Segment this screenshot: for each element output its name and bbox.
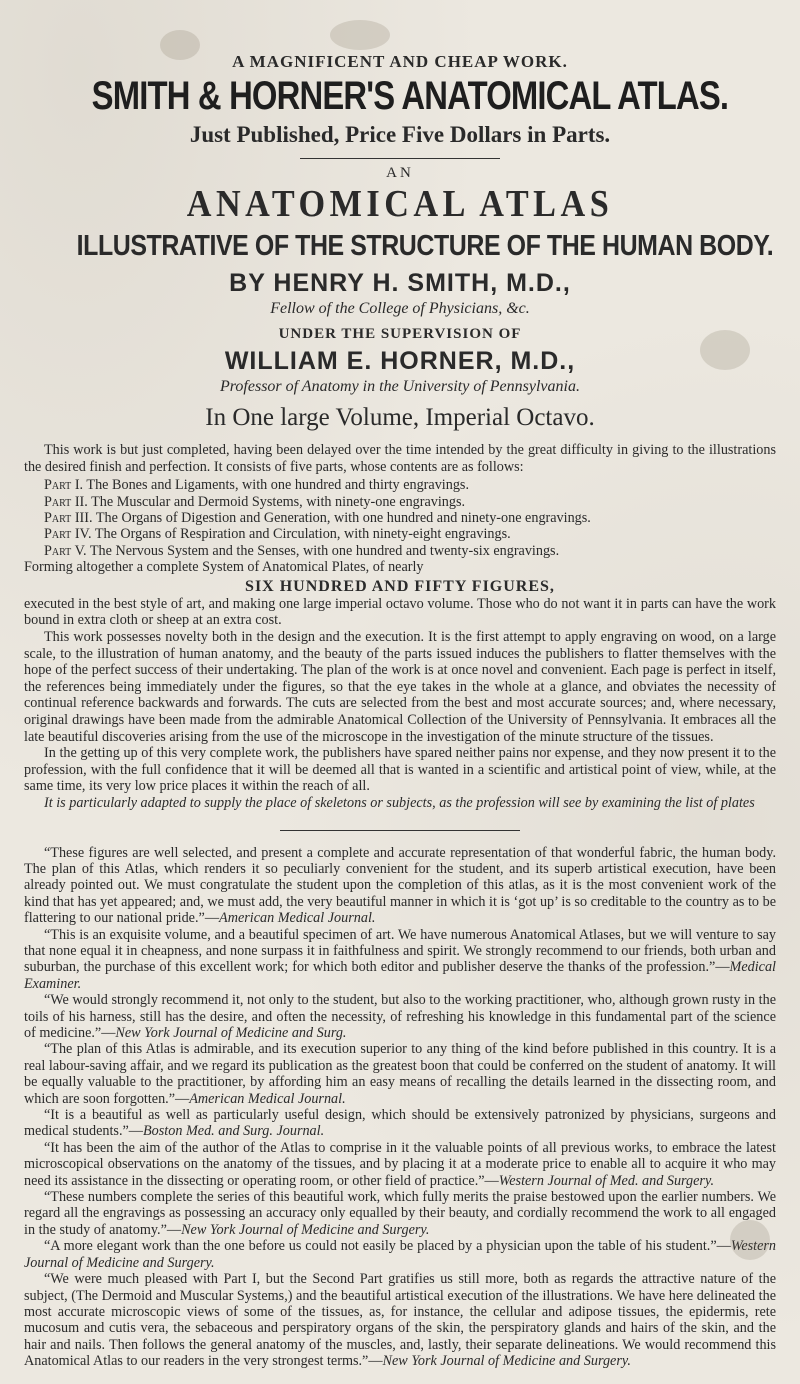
- figures-count-line: SIX HUNDRED AND FIFTY FIGURES,: [245, 577, 555, 595]
- price-line: Just Published, Price Five Dollars in Parts.: [189, 122, 611, 147]
- review-item: [24, 1140, 776, 1189]
- review-source: New York Journal of Medicine and Surgery.: [181, 1221, 430, 1238]
- book-subtitle: ILLUSTRATIVE OF THE STRUCTURE OF THE HUMAN BODY.: [76, 230, 774, 262]
- part-text: The Muscular and Dermoid Systems, with ninety-one engravings.: [91, 493, 466, 510]
- author-two: WILLIAM E. HORNER, M.D.,: [224, 347, 576, 375]
- review-quote: “A more elegant work than the one before us could not easily be placed by a physician upon the table of his student.”—: [44, 1238, 731, 1255]
- paper-stain: [160, 30, 200, 60]
- part-label: Part I.: [44, 477, 84, 494]
- review-quote: “These figures are well selected, and present a complete and accurate representation of that wonderful fabric, the human body. The plan of this Atlas, which renders it so peculiarly convenient for the student, and its superb artistical execution, have been already pointed out. We must congratulate the student upon the completion of this atlas, as it is the most convenient work of the kind that has yet appeared; and, we must add, the very beautiful manner in which it is ‘got up’ is so creditable to the country as to be flattering to our national pride.”—: [24, 844, 776, 927]
- review-quote: “These numbers complete the series of this beautiful work, which fully merits the praise bestowed upon the earlier numbers. We regard all the engravings as possessing an accuracy only equalled by their beauty, and cordially recommend the work to all engaged in the study of anatomy.”—: [24, 1189, 776, 1238]
- review-item: [24, 1271, 776, 1369]
- kicker-line: A MAGNIFICENT AND CHEAP WORK.: [232, 52, 568, 71]
- parts-list: [24, 477, 776, 559]
- part-item: [44, 477, 776, 493]
- author-one: BY HENRY H. SMITH, M.D.,: [229, 269, 571, 297]
- review-item: [24, 992, 776, 1041]
- supervision-line: UNDER THE SUPERVISION OF: [278, 326, 522, 342]
- part-label: Part II.: [44, 493, 88, 510]
- intro-paragraph: This work is but just completed, having been delayed over the time intended by the great difficulty in giving to the illustrations the desired finish and perfection. It consists of five parts, whose contents are as follows:: [24, 442, 776, 475]
- review-item: [24, 1238, 776, 1271]
- book-title: ANATOMICAL ATLAS: [186, 183, 614, 225]
- paper-stain: [730, 1220, 770, 1260]
- review-quote: “It is a beautiful as well as particularly useful design, which should be extensively patronized by physicians, surgeons and medical students.”—: [24, 1107, 776, 1140]
- part-text: The Organs of Respiration and Circulation, with ninety-eight engravings.: [94, 526, 511, 543]
- review-item: [24, 1107, 776, 1140]
- executed-paragraph: executed in the best style of art, and making one large imperial octavo volume. Those who do not want it in parts can have the work bound in extra cloth or sheep at an extra cost.: [24, 595, 776, 629]
- review-quote: “We would strongly recommend it, not only to the student, but also to the working practitioner, who, although grown rusty in the toils of his harness, still has the desire, and often the necessity, of refreshing his knowledge in this fundamental part of the science of medicine.”—: [24, 992, 776, 1041]
- article-word: AN: [386, 165, 414, 181]
- review-source: Medical Examiner.: [24, 959, 776, 992]
- review-quote: “This is an exquisite volume, and a beautiful specimen of art. We have numerous Anatomical Atlases, but we will venture to say that none equal it in cheapness, and none surpass it in faithfulness and spirit. We strongly recommend to our friends, both urban and suburban, the purchase of this excellent work; for which both editor and publisher deserve the thanks of the profession.”—: [24, 926, 776, 976]
- part-text: The Bones and Ligaments, with one hundred and thirty engravings.: [86, 477, 469, 494]
- review-item: [24, 1041, 776, 1107]
- review-item: [24, 845, 776, 927]
- part-text: The Nervous System and the Senses, with one hundred and twenty-six engravings.: [89, 542, 560, 559]
- author-two-title: Professor of Anatomy in the University of Pennsylvania.: [220, 378, 580, 395]
- adapted-paragraph: It is particularly adapted to supply the place of skeletons or subjects, as the profession will see by examining the list of plates: [44, 794, 755, 811]
- reviews-section: [24, 845, 776, 1370]
- review-quote: “It has been the aim of the author of the Atlas to comprise in it the valuable points of all previous works, to embrace the latest microscopical observations on the anatomy of the tissues, and by placing it at a moderate price to enable all to acquire it who may need its assistance in the dissecting or operating room, or other field of practice.”—: [24, 1139, 776, 1189]
- part-text: The Organs of Digestion and Generation, with one hundred and ninety-one engravings.: [95, 510, 591, 526]
- review-quote: “The plan of this Atlas is admirable, and its execution superior to any thing of the kind before published in this country. It is a real labour-saving affair, and we regard its publication as the greatest boon that could be conferred on the student of anatomy. It will be equally valuable to the practitioner, by affording him an easy means of recalling the details learned in the dissecting room, and which are soon forgotten.”—: [24, 1041, 776, 1107]
- review-source: New York Journal of Medicine and Surgery.: [382, 1353, 631, 1370]
- part-item: [44, 543, 776, 559]
- review-quote: “We were much pleased with Part I, but the Second Part gratifies us still more, both as regards the attractive nature of the subject, (The Dermoid and Muscular Systems,) and the beautiful artistical execution of the illustrations. We have here delineated the most accurate microscopic views of some of the tissues, as, for instance, the cellular and adipose tissues, the epidermis, rete mucosum and cutis vera, the sebaceous and perspiratory organs of the skin, the perspiratory glands and hairs of the skin, and the hair and nails. Then follows the general anatomy of the muscles, and, lastly, their separate delineations. We would recommend this Anatomical Atlas to our readers in the very strongest terms.”—: [24, 1271, 776, 1370]
- publishers-paragraph: In the getting up of this very complete work, the publishers have spared neither pains nor expense, and they now present it to the profession, with the full confidence that it will be deemed all that is wanted in a scientific and artistical point of view, while, at the same time, its very low price places it within the reach of all.: [24, 745, 776, 795]
- divider: [280, 830, 520, 831]
- part-item: [44, 526, 776, 542]
- novelty-paragraph: This work possesses novelty both in the design and the execution. It is the first attempt to apply engraving on wood, on a large scale, to the illustration of human anatomy, and the beauty of the parts issued induces the publishers to flatter themselves with the hope of the perfect success of their undertaking. The plan of the work is at once novel and convenient. Each page is perfect in itself, the references being immediately under the figures, so that the eye takes in the whole at a glance, and obviates the necessity of continual reference backwards and forwards. The cuts are selected from the best and most accurate sources; and, where necessary, original drawings have been made from the admirable Anatomical Collection of the University of Pennsylvania. It embraces all the late beautiful discoveries arising from the use of the microscope in the investigation of the minute structure of the tissues.: [24, 629, 776, 745]
- part-label: Part III.: [44, 510, 93, 526]
- review-item: [24, 1189, 776, 1238]
- review-source: Western Journal of Medicine and Surgery.: [24, 1238, 776, 1271]
- part-item: [44, 510, 776, 526]
- review-source: Western Journal of Med. and Surgery.: [498, 1172, 715, 1189]
- paper-stain: [330, 20, 390, 50]
- review-source: New York Journal of Medicine and Surg.: [115, 1025, 347, 1041]
- forming-line: Forming altogether a complete System of Anatomical Plates, of nearly: [24, 559, 424, 576]
- masthead: [24, 52, 776, 432]
- review-source: American Medical Journal.: [189, 1090, 346, 1107]
- review-source: Boston Med. and Surg. Journal.: [143, 1123, 325, 1140]
- part-label: Part IV.: [44, 526, 92, 543]
- volume-line: In One large Volume, Imperial Octavo.: [205, 404, 595, 431]
- author-one-title: Fellow of the College of Physicians, &c.: [270, 300, 530, 317]
- divider: [300, 158, 500, 159]
- headline: SMITH & HORNER'S ANATOMICAL ATLAS.: [91, 74, 729, 118]
- paper-stain: [700, 330, 750, 370]
- part-item: [44, 494, 776, 510]
- review-item: [24, 927, 776, 993]
- review-source: American Medical Journal.: [219, 910, 376, 927]
- part-label: Part V.: [44, 542, 87, 559]
